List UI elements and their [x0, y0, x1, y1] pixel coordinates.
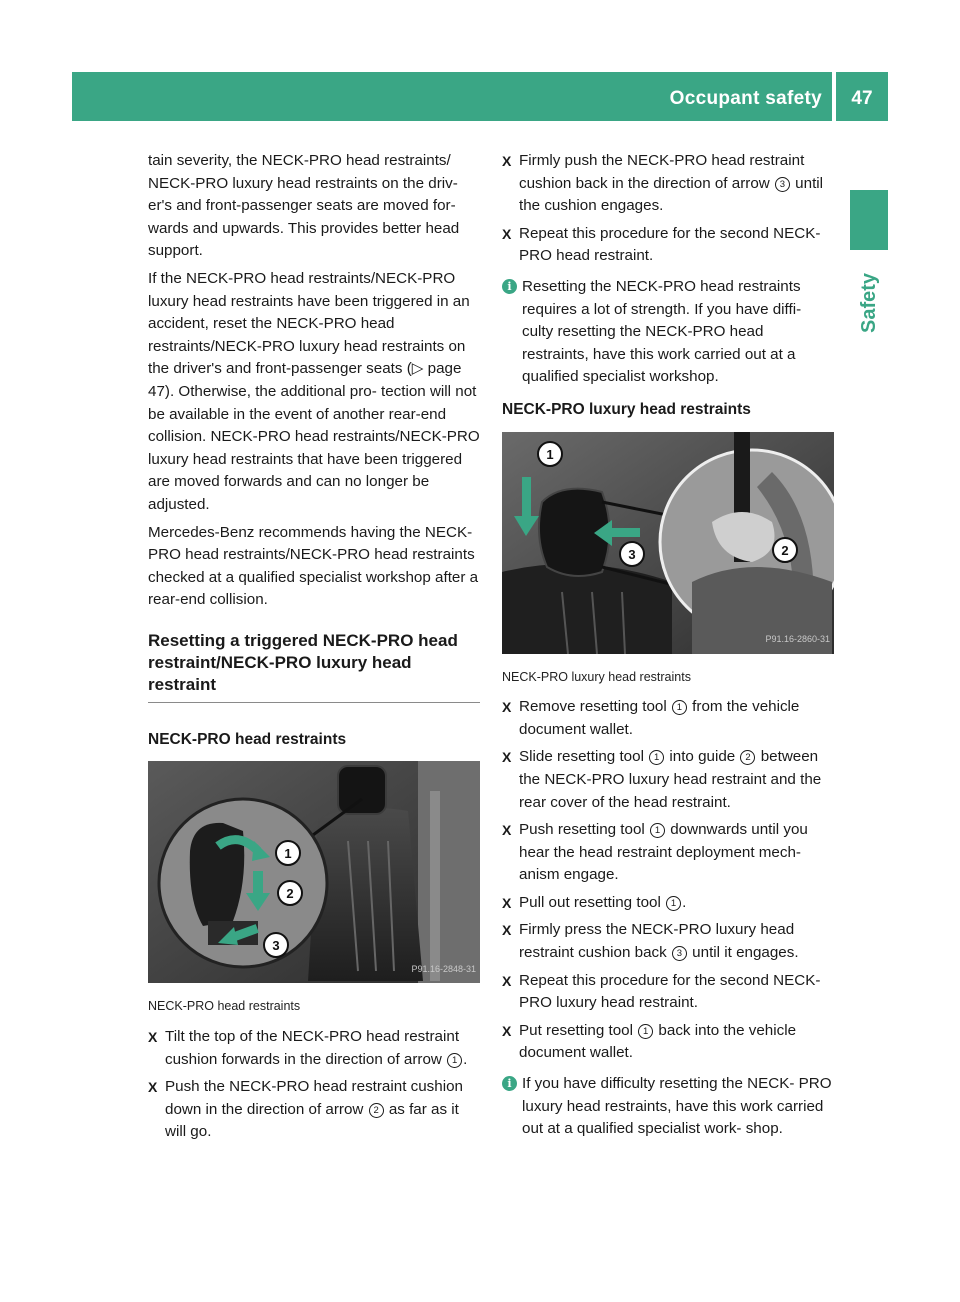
step-pull-out-tool	[502, 892, 834, 915]
step-put-tool-back	[502, 1020, 834, 1065]
figure-caption: NECK-PRO head restraints	[148, 999, 301, 1014]
info-note-strength	[502, 276, 834, 389]
step-repeat-luxury	[502, 970, 834, 1015]
step-text: until it engages.	[687, 944, 799, 962]
info-icon: i	[502, 279, 517, 294]
step-text: Repeat this procedure for the second NECK-PRO luxury head restraint.	[519, 971, 821, 1012]
side-label	[836, 255, 896, 345]
svg-text:1: 1	[284, 846, 292, 862]
side-tab-marker	[850, 190, 888, 250]
step-marker: X	[502, 749, 512, 766]
step-text: from the vehicle document wallet.	[519, 698, 800, 738]
figure-caption: NECK-PRO luxury head restraints	[502, 669, 691, 684]
step-text: as far as it will go.	[165, 1100, 459, 1141]
callout-number: 3	[672, 946, 687, 961]
step-marker: X	[148, 1079, 158, 1096]
paragraph-1: tain severity, the NECK-PRO head restraints/ NECK-PRO luxury head restraints on the driv- er's and front-passenger seats are moved for- wards and upwards. This provides better head support.	[148, 152, 460, 260]
step-push-cushion-down	[148, 1076, 480, 1144]
callout-number: 3	[775, 177, 790, 192]
step-marker: X	[502, 1022, 512, 1039]
svg-text:2: 2	[286, 886, 294, 902]
step-repeat-second	[502, 223, 834, 268]
note-text: Resetting the NECK-PRO head restraints requires a lot of strength. If you have diffi- culty resetting the NECK-PRO head restraints, have this work carried out at a qualified specialist workshop.	[522, 277, 802, 386]
step-push-cushion-back	[502, 150, 834, 218]
paragraph-2: If the NECK-PRO head restraints/NECK-PRO luxury head restraints have been triggered in an accident, reset the NECK-PRO head restraints/NECK-PRO luxury head restraints on the driver's and front-passenger seats (▷ page 47). Otherwise, the additional pro- tection will not be available in the event of another rear-end collision. NECK-PRO head restraints/NECK-PRO luxury head restraints that have been triggered are moved forwards and can no longer be adjusted.	[148, 269, 480, 513]
callout-number: 1	[666, 896, 681, 911]
step-slide-tool	[502, 746, 834, 814]
neck-pro-illustration	[148, 761, 480, 983]
callout-number: 1	[649, 750, 664, 765]
page-number: 47	[836, 72, 888, 121]
info-icon: i	[502, 1076, 517, 1091]
svg-text:3: 3	[628, 546, 636, 562]
sub-heading-neck-pro: NECK-PRO head restraints	[148, 730, 347, 748]
section-heading: Resetting a triggered NECK-PRO head restraint/NECK-PRO luxury head restraint	[148, 630, 458, 694]
callout-number: 1	[650, 823, 665, 838]
svg-text:1: 1	[546, 446, 554, 462]
step-text: Repeat this procedure for the second NECK-PRO head restraint.	[519, 224, 821, 265]
step-text: downwards until you hear the head restraint deployment mech- anism engage.	[519, 821, 808, 884]
info-note-difficulty	[502, 1073, 834, 1141]
step-tilt-cushion	[148, 1026, 480, 1071]
step-text: into guide	[665, 748, 740, 766]
side-label-text: Safety	[858, 272, 880, 333]
step-text: back into the vehicle document wallet.	[519, 1021, 797, 1062]
step-text: Firmly push the NECK-PRO head restraint cushion back in the direction of arrow	[519, 152, 805, 192]
step-text: Put resetting tool	[519, 1021, 638, 1039]
step-text: Tilt the top of the NECK-PRO head restraint cushion forwards in the direction of arrow	[165, 1028, 460, 1068]
note-text: If you have difficulty resetting the NECK- PRO luxury head restraints, have this work carried out at a qualified specialist work- shop.	[522, 1075, 832, 1138]
sub-heading-luxury: NECK-PRO luxury head restraints	[502, 400, 751, 418]
step-text: .	[463, 1050, 468, 1068]
section-title: Occupant safety	[669, 88, 822, 109]
step-text: Firmly press the NECK-PRO luxury head restraint cushion back	[519, 921, 795, 962]
step-text: between the NECK-PRO luxury head restraint and the rear cover of the head restraint.	[519, 748, 822, 811]
step-marker: X	[502, 894, 512, 911]
step-text: Slide resetting tool	[519, 748, 649, 766]
step-text: Push resetting tool	[519, 821, 650, 839]
callout-number: 2	[369, 1103, 384, 1118]
step-marker: X	[502, 822, 512, 839]
step-marker: X	[148, 1029, 158, 1046]
right-column	[502, 150, 834, 1151]
figure-luxury-head-restraints	[502, 432, 834, 654]
step-marker: X	[502, 225, 512, 242]
step-text: Push the NECK-PRO head restraint cushion down in the direction of arrow	[165, 1078, 463, 1118]
header-bar	[72, 72, 832, 121]
callout-number: 1	[672, 700, 687, 715]
luxury-illustration	[502, 432, 834, 654]
callout-number: 1	[638, 1024, 653, 1039]
callout-number: 1	[447, 1053, 462, 1068]
callout-number: 2	[740, 750, 755, 765]
step-marker: X	[502, 922, 512, 939]
step-marker: X	[502, 153, 512, 169]
svg-text:3: 3	[272, 938, 280, 954]
step-text: until the cushion engages.	[519, 174, 824, 215]
step-marker: X	[502, 699, 512, 716]
heading-divider	[148, 702, 480, 703]
step-text: Remove resetting tool	[519, 698, 671, 716]
paragraph-3: Mercedes-Benz recommends having the NECK-PRO head restraints/NECK-PRO head restraints checked at a qualified specialist workshop after a rear-end collision.	[148, 523, 479, 609]
step-remove-tool	[502, 696, 834, 741]
step-text: .	[682, 893, 687, 911]
left-column	[148, 150, 480, 1149]
figure-neck-pro-head-restraints	[148, 761, 480, 983]
step-push-tool-down	[502, 819, 834, 887]
svg-text:2: 2	[781, 542, 789, 558]
figure-code: P91.16-2848-31	[411, 963, 476, 974]
step-marker: X	[502, 972, 512, 989]
step-press-cushion-back	[502, 919, 834, 964]
step-text: Pull out resetting tool	[519, 893, 666, 911]
figure-code: P91.16-2860-31	[765, 633, 830, 644]
